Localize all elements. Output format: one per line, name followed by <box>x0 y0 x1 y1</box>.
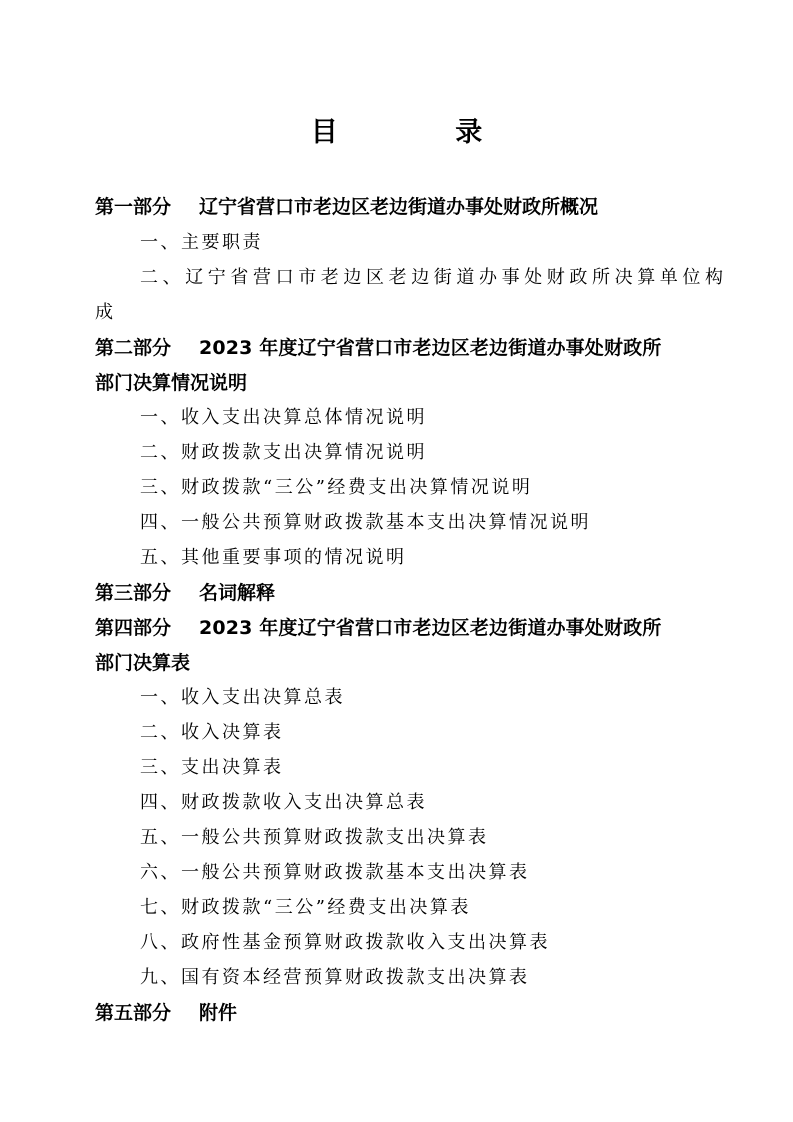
part-number: 第一部分 <box>95 196 172 218</box>
toc-item-continuation: 成 <box>95 302 113 323</box>
part-title: 辽宁省营口市老边区老边街道办事处财政所概况 <box>199 196 599 218</box>
toc-part-2 <box>95 336 705 360</box>
toc-item: 一、收入支出决算总表 <box>140 687 345 708</box>
toc-item: 七、财政拨款“三公”经费支出决算表 <box>140 897 471 918</box>
toc-item: 六、一般公共预算财政拨款基本支出决算表 <box>140 862 530 883</box>
part-title: 附件 <box>199 1002 238 1024</box>
part-title-continuation: 部门决算表 <box>95 652 191 674</box>
toc-item: 一、收入支出决算总体情况说明 <box>140 407 427 428</box>
toc-item: 一、主要职责 <box>140 232 263 253</box>
part-title: 2023 年度辽宁省营口市老边区老边街道办事处财政所 <box>199 337 662 359</box>
toc-item: 三、财政拨款“三公”经费支出决算情况说明 <box>140 477 533 498</box>
toc-item: 八、政府性基金预算财政拨款收入支出决算表 <box>140 932 550 953</box>
part-title: 2023 年度辽宁省营口市老边区老边街道办事处财政所 <box>199 617 662 639</box>
toc-part-4 <box>95 616 705 640</box>
page-title: 目 录 <box>310 117 537 148</box>
toc-item: 二、财政拨款支出决算情况说明 <box>140 442 427 463</box>
toc-item: 四、财政拨款收入支出决算总表 <box>140 792 427 813</box>
part-number: 第二部分 <box>95 337 172 359</box>
part-title-continuation: 部门决算情况说明 <box>95 372 248 394</box>
part-title: 名词解释 <box>199 582 276 604</box>
toc-part-3 <box>95 581 705 605</box>
part-number: 第四部分 <box>95 617 172 639</box>
toc-item: 二、辽宁省营口市老边区老边街道办事处财政所决算单位构 <box>140 267 728 288</box>
toc-part-5 <box>95 1001 705 1025</box>
part-number: 第三部分 <box>95 582 172 604</box>
toc-part-1 <box>95 195 705 219</box>
toc-item: 九、国有资本经营预算财政拨款支出决算表 <box>140 967 530 988</box>
toc-item: 三、支出决算表 <box>140 757 284 778</box>
toc-item: 五、其他重要事项的情况说明 <box>140 547 407 568</box>
toc-item: 五、一般公共预算财政拨款支出决算表 <box>140 827 489 848</box>
part-number: 第五部分 <box>95 1002 172 1024</box>
toc-item: 二、收入决算表 <box>140 722 284 743</box>
toc-item: 四、一般公共预算财政拨款基本支出决算情况说明 <box>140 512 591 533</box>
